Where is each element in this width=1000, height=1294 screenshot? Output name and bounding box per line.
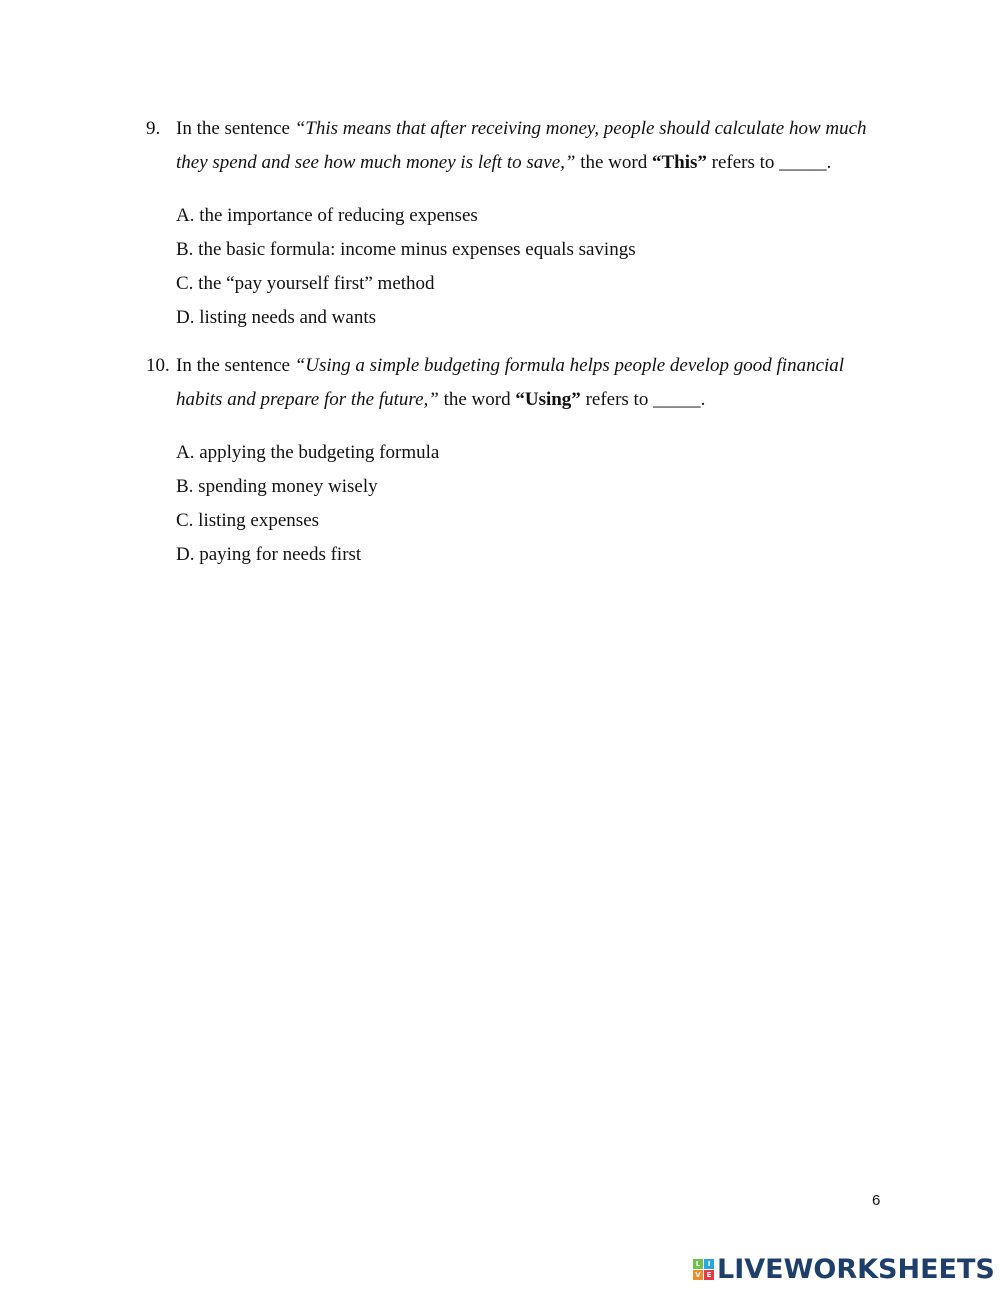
- question-text: [176, 112, 876, 180]
- logo-mark-letter: L: [693, 1259, 703, 1269]
- quoted-sentence: “This means that after receiving money, people should calculate how much they spend and see how much money is left to save,”: [176, 118, 867, 173]
- question-tail: refers to _____.: [580, 389, 706, 410]
- option-d[interactable]: D. listing needs and wants: [176, 307, 377, 328]
- question-10: [146, 349, 876, 591]
- logo-wordmark: LIVEWORKSHEETS: [717, 1253, 995, 1285]
- question-text: [176, 349, 876, 417]
- question-mid: the word: [438, 389, 516, 410]
- question-number: 10.: [146, 355, 170, 376]
- option-c[interactable]: C. the “pay yourself first” method: [176, 273, 435, 294]
- answer-options: [176, 436, 876, 572]
- target-word: “This”: [651, 152, 707, 173]
- quoted-sentence: “Using a simple budgeting formula helps people develop good financial habits and prepare for the future,”: [176, 355, 845, 410]
- answer-options: [176, 199, 876, 335]
- logo-mark-letter: V: [693, 1270, 703, 1280]
- logo-mark-letter: E: [704, 1270, 714, 1280]
- option-b[interactable]: B. spending money wisely: [176, 476, 378, 497]
- question-9: [146, 112, 876, 354]
- option-b[interactable]: B. the basic formula: income minus expenses equals savings: [176, 239, 636, 260]
- page-number: 6: [872, 1192, 881, 1209]
- liveworksheets-logo: [693, 1252, 995, 1286]
- target-word: “Using”: [515, 389, 581, 410]
- logo-mark-letter: I: [704, 1259, 714, 1269]
- option-a[interactable]: A. applying the budgeting formula: [176, 442, 440, 463]
- option-a[interactable]: A. the importance of reducing expenses: [176, 205, 478, 226]
- question-intro: In the sentence: [176, 355, 295, 376]
- question-number: 9.: [146, 118, 161, 139]
- question-intro: In the sentence: [176, 118, 295, 139]
- logo-mark-icon: [693, 1259, 714, 1280]
- option-d[interactable]: D. paying for needs first: [176, 544, 362, 565]
- question-mid: the word: [575, 152, 652, 173]
- question-tail: refers to _____.: [706, 152, 832, 173]
- option-c[interactable]: C. listing expenses: [176, 510, 320, 531]
